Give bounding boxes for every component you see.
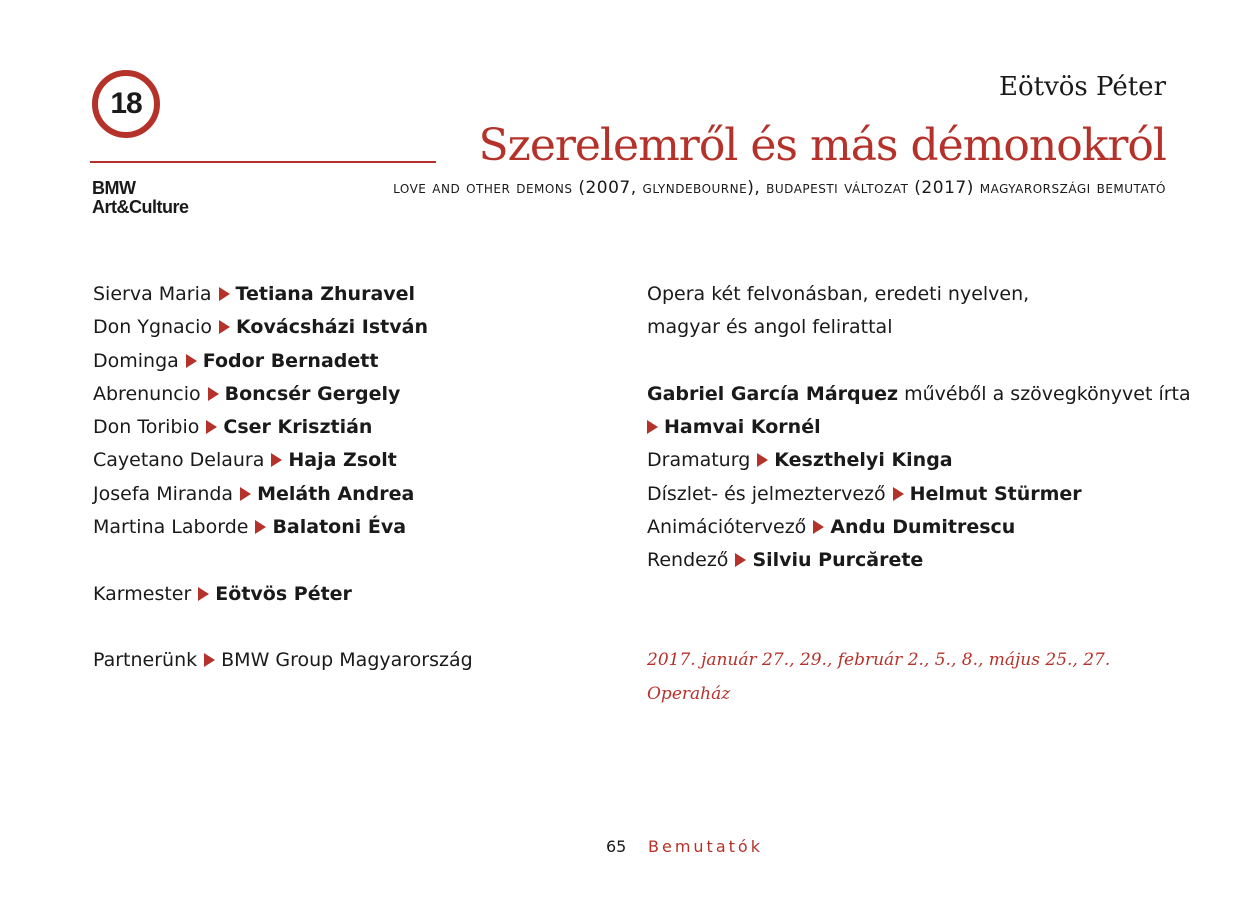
production-number: 18 bbox=[110, 87, 142, 120]
credit-line bbox=[647, 444, 1207, 477]
cast-name: Kovácsházi István bbox=[236, 316, 428, 339]
cast-column bbox=[93, 278, 593, 678]
credit-name: Andu Dumitrescu bbox=[830, 516, 1016, 539]
conductor-line bbox=[93, 578, 593, 611]
cast-line bbox=[93, 411, 593, 444]
librettist-line bbox=[647, 411, 1207, 444]
conductor-role: Karmester bbox=[93, 582, 192, 605]
triangle-arrow-icon bbox=[813, 520, 824, 534]
credit-line bbox=[647, 544, 1207, 577]
info-line: Opera két felvonásban, eredeti nyelven, bbox=[647, 283, 1030, 305]
cast-role: Cayetano Delaura bbox=[93, 449, 265, 472]
partner-name: BMW Group Magyarország bbox=[221, 649, 473, 672]
conductor-name: Eötvös Péter bbox=[215, 582, 352, 605]
triangle-arrow-icon bbox=[206, 420, 217, 434]
triangle-arrow-icon bbox=[757, 453, 768, 467]
triangle-arrow-icon bbox=[647, 420, 658, 434]
triangle-arrow-icon bbox=[198, 587, 209, 601]
header-rule bbox=[90, 161, 436, 163]
cast-role: Abrenuncio bbox=[93, 382, 201, 405]
cast-name: Fodor Bernadett bbox=[202, 349, 379, 372]
cast-line bbox=[93, 478, 593, 511]
performance-dates: 2017. január 27., 29., február 2., 5., 8., május 25., 27. bbox=[647, 650, 1111, 671]
credit-name: Silviu Purcărete bbox=[752, 549, 924, 572]
performance-venue: Operaház bbox=[647, 683, 731, 704]
credit-role: Díszlet- és jelmeztervező bbox=[647, 482, 886, 505]
cast-line bbox=[93, 311, 593, 344]
cast-role: Don Toribio bbox=[93, 416, 200, 439]
cast-role: Sierva Maria bbox=[93, 283, 212, 305]
page-subtitle: love and other demons (2007, glyndebourne), budapesti változat (2017) magyarországi bemutató bbox=[393, 178, 1166, 198]
partner-label: Partnerünk bbox=[93, 649, 198, 672]
cast-line bbox=[93, 378, 593, 411]
triangle-arrow-icon bbox=[186, 354, 197, 368]
partner-line bbox=[93, 644, 593, 677]
triangle-arrow-icon bbox=[255, 520, 266, 534]
cast-name: Haja Zsolt bbox=[288, 449, 397, 472]
cast-name: Tetiana Zhuravel bbox=[235, 283, 416, 305]
author-line bbox=[647, 378, 1207, 411]
triangle-arrow-icon bbox=[240, 487, 251, 501]
page-title: Szerelemről és más démonokról bbox=[478, 120, 1166, 171]
composer-name: Eötvös Péter bbox=[998, 72, 1166, 102]
section-name: Bemutatók bbox=[648, 837, 763, 856]
credit-name: Helmut Stürmer bbox=[909, 482, 1082, 505]
credit-name: Keszthelyi Kinga bbox=[774, 449, 953, 472]
cast-name: Cser Krisztián bbox=[223, 416, 373, 439]
librettist-name: Hamvai Kornél bbox=[664, 416, 821, 439]
triangle-arrow-icon bbox=[735, 553, 746, 567]
cast-line bbox=[93, 511, 593, 544]
cast-role: Martina Laborde bbox=[93, 516, 249, 539]
triangle-arrow-icon bbox=[271, 453, 282, 467]
triangle-arrow-icon bbox=[893, 487, 904, 501]
triangle-arrow-icon bbox=[219, 287, 230, 301]
sponsor-logo bbox=[92, 179, 189, 217]
credit-line bbox=[647, 478, 1207, 511]
cast-line bbox=[93, 345, 593, 378]
cast-line bbox=[93, 444, 593, 477]
triangle-arrow-icon bbox=[219, 320, 230, 334]
credit-role: Animációtervező bbox=[647, 516, 807, 539]
page-number: 65 bbox=[606, 837, 627, 856]
triangle-arrow-icon bbox=[204, 653, 215, 667]
production-number-badge bbox=[92, 70, 160, 138]
cast-name: Meláth Andrea bbox=[257, 482, 415, 505]
credit-role: Rendező bbox=[647, 549, 729, 572]
cast-line bbox=[93, 278, 593, 311]
sponsor-logo-line2: Art&Culture bbox=[92, 197, 189, 217]
production-info-column bbox=[647, 278, 1207, 711]
cast-role: Josefa Miranda bbox=[93, 482, 234, 505]
cast-name: Balatoni Éva bbox=[272, 516, 407, 539]
author-name: Gabriel García Márquez bbox=[647, 382, 899, 405]
triangle-arrow-icon bbox=[208, 387, 219, 401]
info-line: magyar és angol felirattal bbox=[647, 316, 893, 339]
author-suffix: művéből a szövegkönyvet írta bbox=[898, 382, 1191, 405]
credit-line bbox=[647, 511, 1207, 544]
sponsor-logo-line1: BMW bbox=[92, 178, 136, 198]
credit-role: Dramaturg bbox=[647, 449, 751, 472]
cast-name: Boncsér Gergely bbox=[224, 382, 401, 405]
cast-role: Don Ygnacio bbox=[93, 316, 213, 339]
cast-role: Dominga bbox=[93, 349, 179, 372]
